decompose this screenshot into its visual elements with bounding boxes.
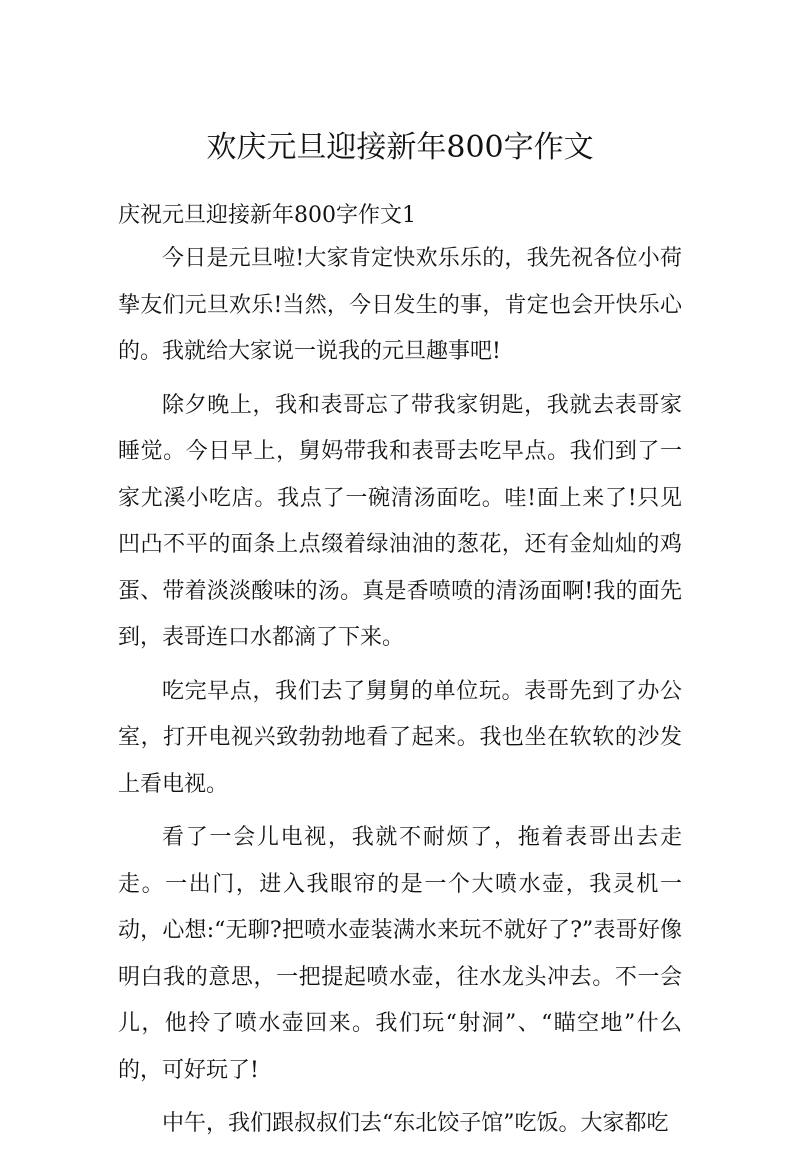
document-subtitle: 庆祝元旦迎接新年800字作文1 (118, 203, 416, 228)
paragraph: 今日是元旦啦!大家肯定快欢乐乐的，我先祝各位小荷挚友们元旦欢乐!当然，今日发生的事，肯定也会开快乐心的。我就给大家说一说我的元旦趣事吧! (118, 246, 682, 364)
paragraph: 吃完早点，我们去了舅舅的单位玩。表哥先到了办公室，打开电视兴致勃勃地看了起来。我也坐在软软的沙发上看电视。 (118, 678, 682, 797)
paragraph: 看了一会儿电视，我就不耐烦了，拖着表哥出去走走。一出门，进入我眼帘的是一个大喷水壶，我灵机一动，心想:“无聊?把喷水壶装满水来玩不就好了?”表哥好像明白我的意思，一把提起喷水壶，往水龙头冲去。不一会儿，他拎了喷水壶回来。我们玩“射洞”、“瞄空地”什么的，可好玩了! (118, 825, 682, 1083)
document-body (118, 236, 682, 1155)
paragraph: 除夕晚上，我和表哥忘了带我家钥匙，我就去表哥家睡觉。今日早上，舅妈带我和表哥去吃早点。我们到了一家尤溪小吃店。我点了一碗清汤面吃。哇!面上来了!只见凹凸不平的面条上点缀着绿油油的葱花，还有金灿灿的鸡蛋、带着淡淡酸味的汤。真是香喷喷的清汤面啊!我的面先到，表哥连口水都滴了下来。 (118, 392, 682, 650)
paragraph: 中午，我们跟叔叔们去“东北饺子馆”吃饭。大家都吃 (162, 1111, 669, 1136)
document-title: 欢庆元旦迎接新年800字作文 (206, 130, 594, 165)
